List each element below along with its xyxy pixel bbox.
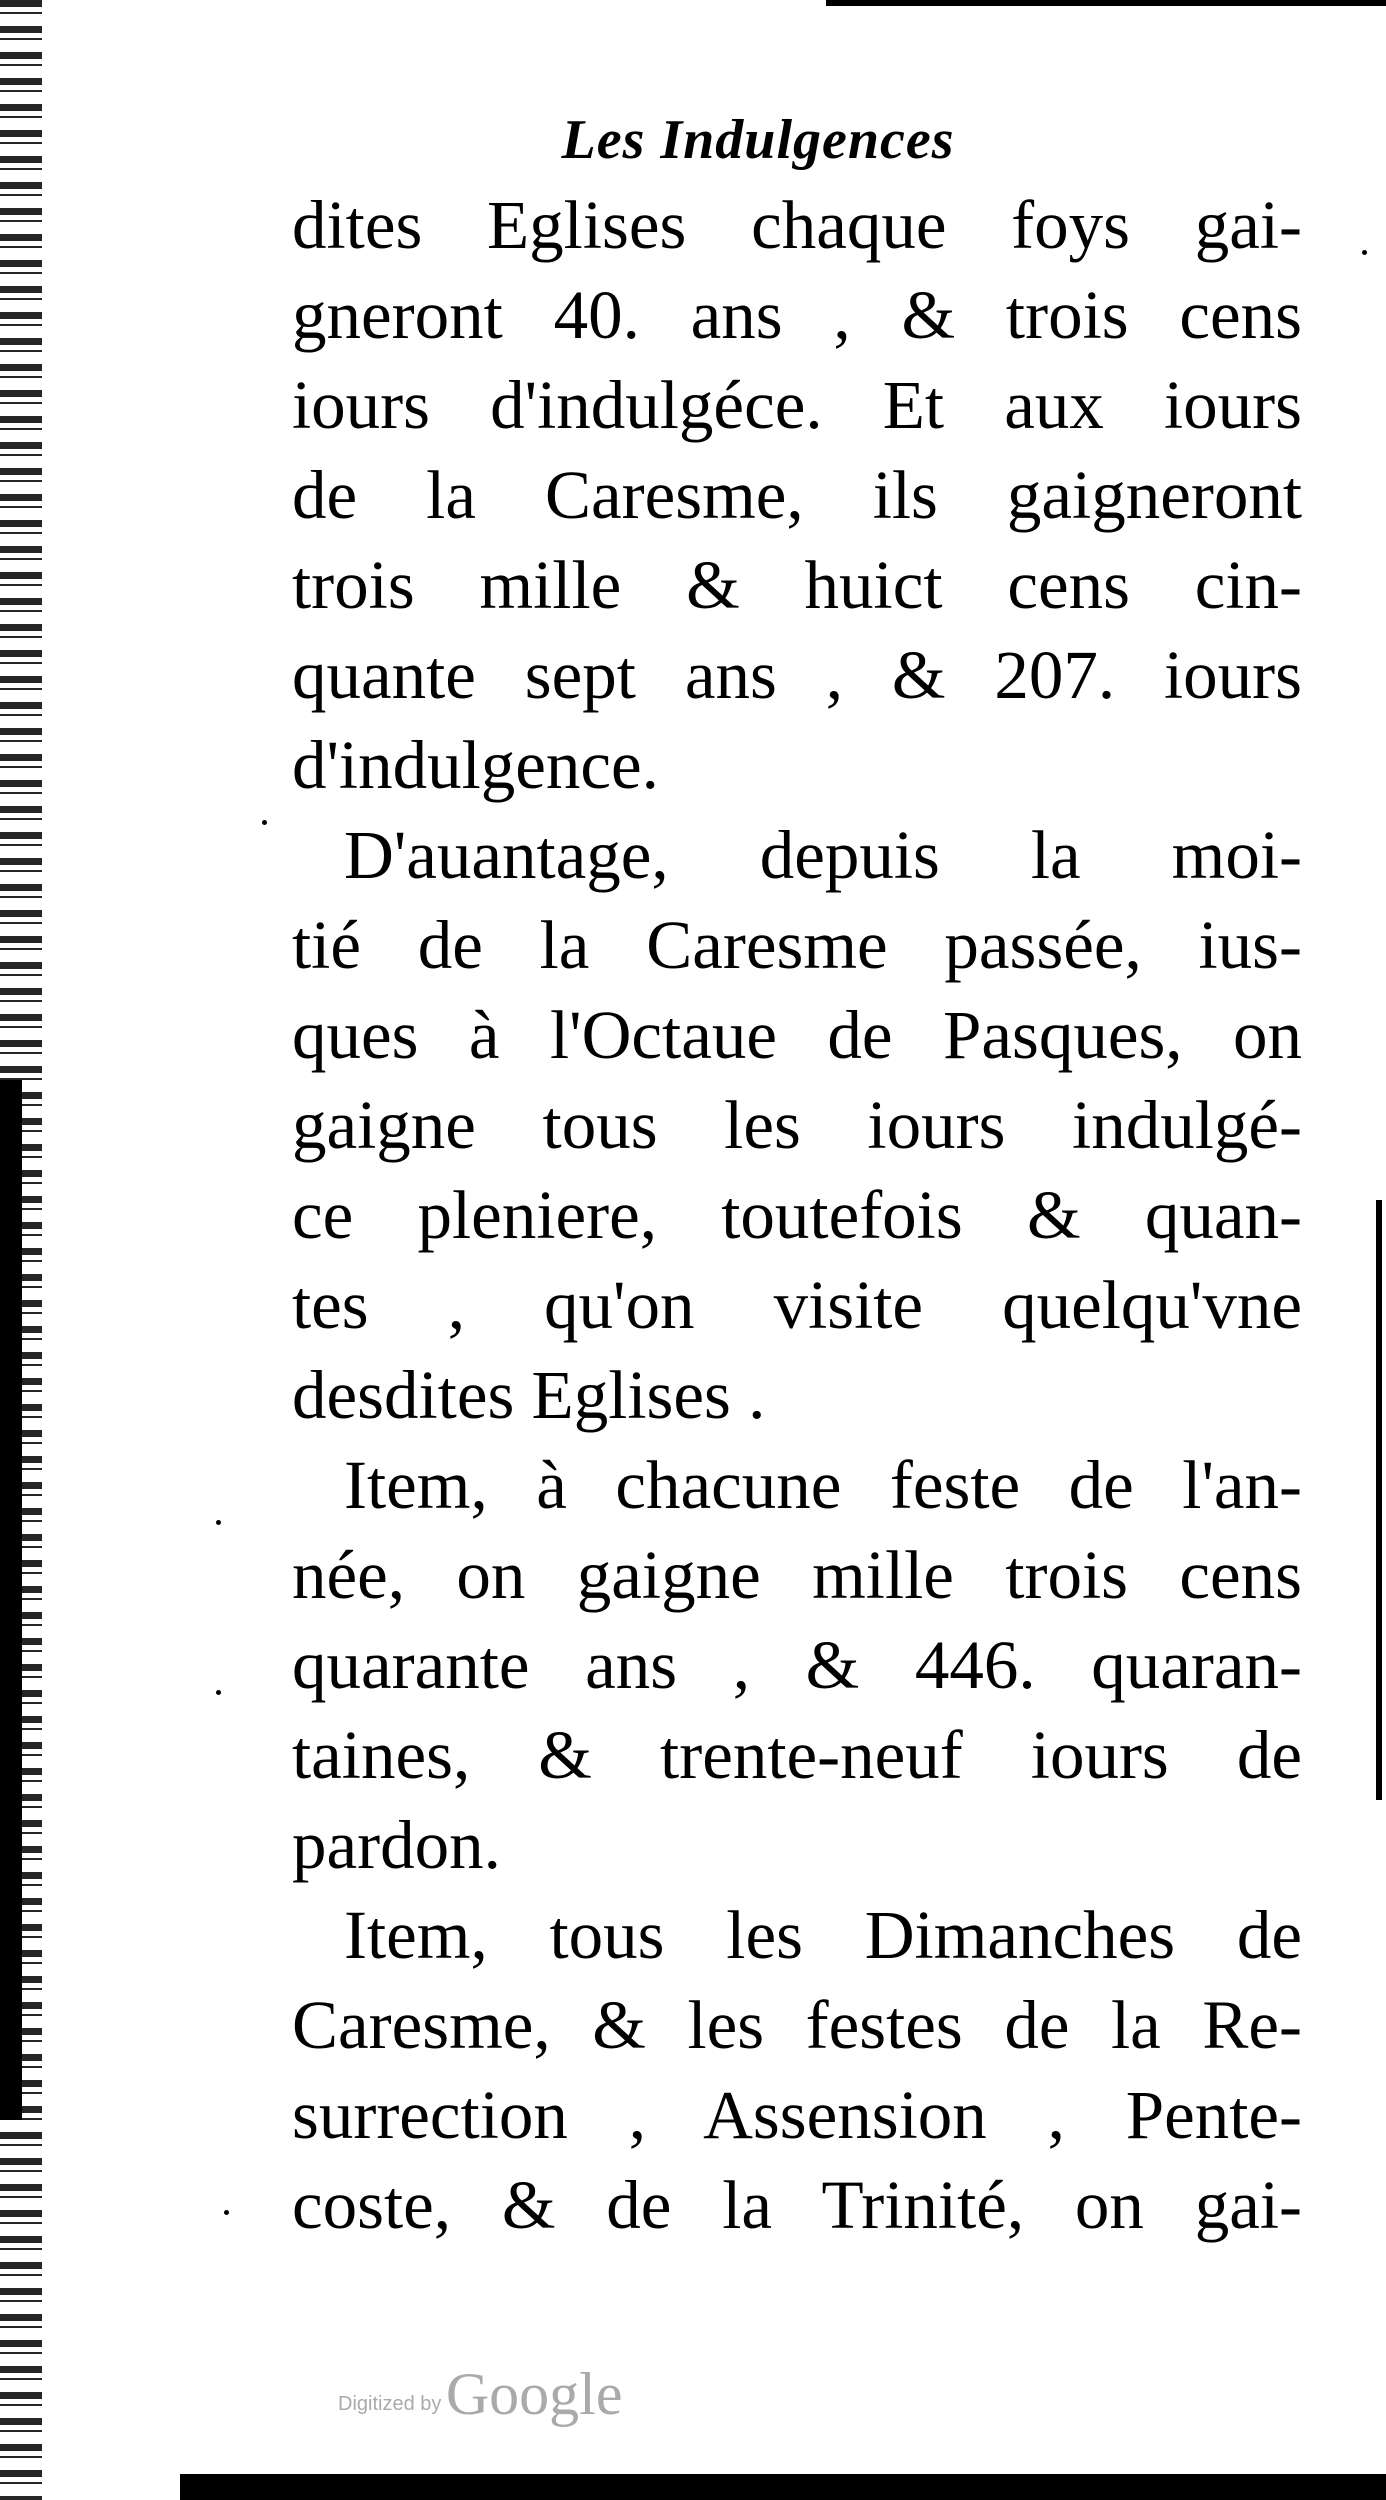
right-edge-artifact <box>1376 1200 1382 1800</box>
watermark-prefix: Digitized by <box>338 2393 442 2415</box>
text-line: pardon. <box>292 1807 501 1883</box>
text-line: gneront 40. ans , & trois cens <box>292 277 1302 353</box>
text-line: tié de la Caresme passée, ius- <box>292 907 1302 983</box>
ink-speck <box>1362 250 1367 255</box>
text-line: ques à l'Octaue de Pasques, on <box>292 997 1302 1073</box>
text-line: gaigne tous les iours indulgé- <box>292 1087 1302 1163</box>
text-line: D'auantage, depuis la moi- <box>344 817 1302 893</box>
text-line: d'indulgence. <box>292 727 659 803</box>
google-logo: Google <box>445 2361 623 2427</box>
text-line: taines, & trente-neuf iours de <box>292 1717 1302 1793</box>
text-line: dites Eglises chaque foys gai- <box>292 187 1302 263</box>
top-edge-artifact <box>826 0 1386 6</box>
text-line: Item, à chacune feste de l'an- <box>344 1447 1302 1523</box>
ink-speck <box>216 1690 221 1695</box>
bottom-edge-artifact <box>180 2474 1386 2500</box>
ink-speck <box>224 2210 229 2215</box>
text-line: quante sept ans , & 207. iours <box>292 637 1302 713</box>
text-line: Item, tous les Dimanches de <box>344 1897 1302 1973</box>
text-line: tes , qu'on visite quelqu'vne <box>292 1267 1302 1343</box>
text-line: quarante ans , & 446. quaran- <box>292 1627 1302 1703</box>
text-line: iours d'indulgéce. Et aux iours <box>292 367 1302 443</box>
left-binding-shadow <box>0 1080 22 2120</box>
ink-speck <box>262 820 267 825</box>
text-line: coste, & de la Trinité, on gai- <box>292 2167 1302 2243</box>
running-header: Les Indulgences <box>561 109 955 171</box>
text-line: surrection , Assension , Pente- <box>292 2077 1302 2153</box>
text-line: Caresme, & les festes de la Re- <box>292 1987 1302 2063</box>
text-line: trois mille & huict cens cin- <box>292 547 1302 623</box>
digitized-by-watermark <box>338 2360 622 2429</box>
ink-speck <box>216 1520 221 1525</box>
body-text <box>292 180 1302 2250</box>
text-line: ce pleniere, toutefois & quan- <box>292 1177 1302 1253</box>
text-line: de la Caresme, ils gaigneront <box>292 457 1302 533</box>
text-line: desdites Eglises . <box>292 1357 766 1433</box>
text-line: née, on gaigne mille trois cens <box>292 1537 1302 1613</box>
